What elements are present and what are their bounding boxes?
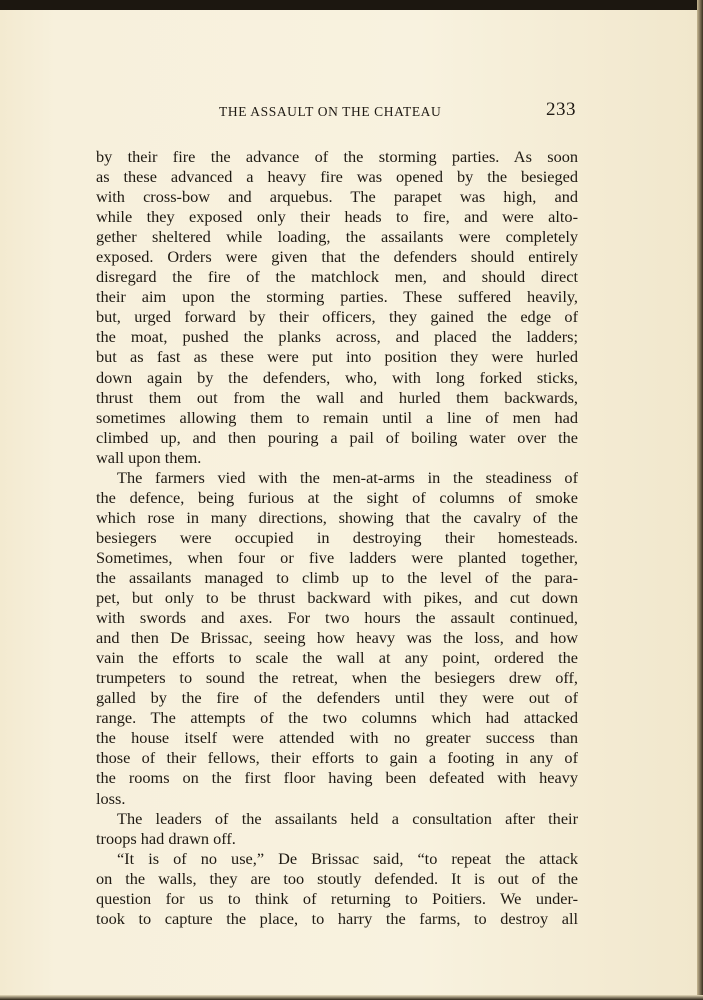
running-head-title: THE ASSAULT ON THE CHATEAU [219, 104, 442, 119]
text-line: with swords and axes. For two hours the assault continued, [96, 608, 578, 628]
text-line: the defence, being furious at the sight of columns of smoke [96, 487, 578, 507]
text-line: on the walls, they are too stoutly defended. It is out of the [96, 868, 578, 888]
text-line: loss. [96, 788, 126, 808]
book-page [0, 10, 697, 1000]
text-line: troops had drawn off. [96, 828, 236, 848]
text-line: as these advanced a heavy fire was opened by the besieged [96, 167, 578, 187]
text-line: Sometimes, when four or five ladders were planted together, [96, 547, 578, 567]
page-number: 233 [546, 99, 576, 120]
text-line: while they exposed only their heads to fire, and were alto- [96, 207, 578, 227]
text-line: galled by the fire of the defenders until they were out of [96, 688, 578, 708]
scan-top-border [0, 0, 703, 10]
text-line: with cross-bow and arquebus. The parapet was high, and [96, 187, 578, 207]
text-line: by their fire the advance of the storming parties. As soon [96, 147, 578, 166]
text-line: range. The attempts of the two columns which had attacked [96, 708, 578, 728]
text-line: besiegers were occupied in destroying their homesteads. [96, 527, 578, 547]
text-line: their aim upon the storming parties. These suffered heavily, [96, 287, 578, 307]
text-line: sometimes allowing them to remain until a line of men had [96, 407, 578, 427]
text-line: the rooms on the first floor having been defeated with heavy [96, 768, 578, 788]
text-line: exposed. Orders were given that the defenders should entirely [96, 247, 578, 267]
text-line: but, urged forward by their officers, they gained the edge of [96, 307, 578, 327]
text-line: disregard the fire of the matchlock men, and should direct [96, 267, 578, 287]
text-line: wall upon them. [96, 447, 202, 467]
text-line: thrust them out from the wall and hurled them backwards, [96, 387, 578, 407]
scan-right-border [697, 0, 703, 1000]
text-line: took to capture the place, to harry the farms, to destroy all [96, 908, 578, 928]
text-line: the assailants managed to climb up to the level of the para- [96, 567, 578, 587]
text-line: trumpeters to sound the retreat, when the besiegers drew off, [96, 668, 578, 688]
text-line: the moat, pushed the planks across, and placed the ladders; [96, 327, 578, 347]
text-line: but as fast as these were put into position they were hurled [96, 347, 578, 367]
text-line: down again by the defenders, who, with long forked sticks, [96, 367, 578, 387]
text-line: the house itself were attended with no greater success than [96, 728, 578, 748]
text-line: and then De Brissac, seeing how heavy was the loss, and how [96, 628, 578, 648]
text-line: question for us to think of returning to Poitiers. We under- [96, 888, 578, 908]
text-line: climbed up, and then pouring a pail of boiling water over the [96, 427, 578, 447]
text-line: The farmers vied with the men-at-arms in the steadiness of [117, 467, 578, 487]
text-line: gether sheltered while loading, the assailants were completely [96, 227, 578, 247]
text-line: vain the efforts to scale the wall at any point, ordered the [96, 648, 578, 668]
text-line: “It is of no use,” De Brissac said, “to repeat the attack [117, 848, 578, 868]
running-head [0, 99, 697, 123]
body-text [96, 147, 578, 929]
scan-bottom-border [0, 995, 703, 1000]
text-line: pet, but only to be thrust backward with pikes, and cut down [96, 588, 578, 608]
text-line: those of their fellows, their efforts to gain a footing in any of [96, 748, 578, 768]
text-line: The leaders of the assailants held a consultation after their [117, 808, 578, 828]
text-line: which rose in many directions, showing that the cavalry of the [96, 507, 578, 527]
